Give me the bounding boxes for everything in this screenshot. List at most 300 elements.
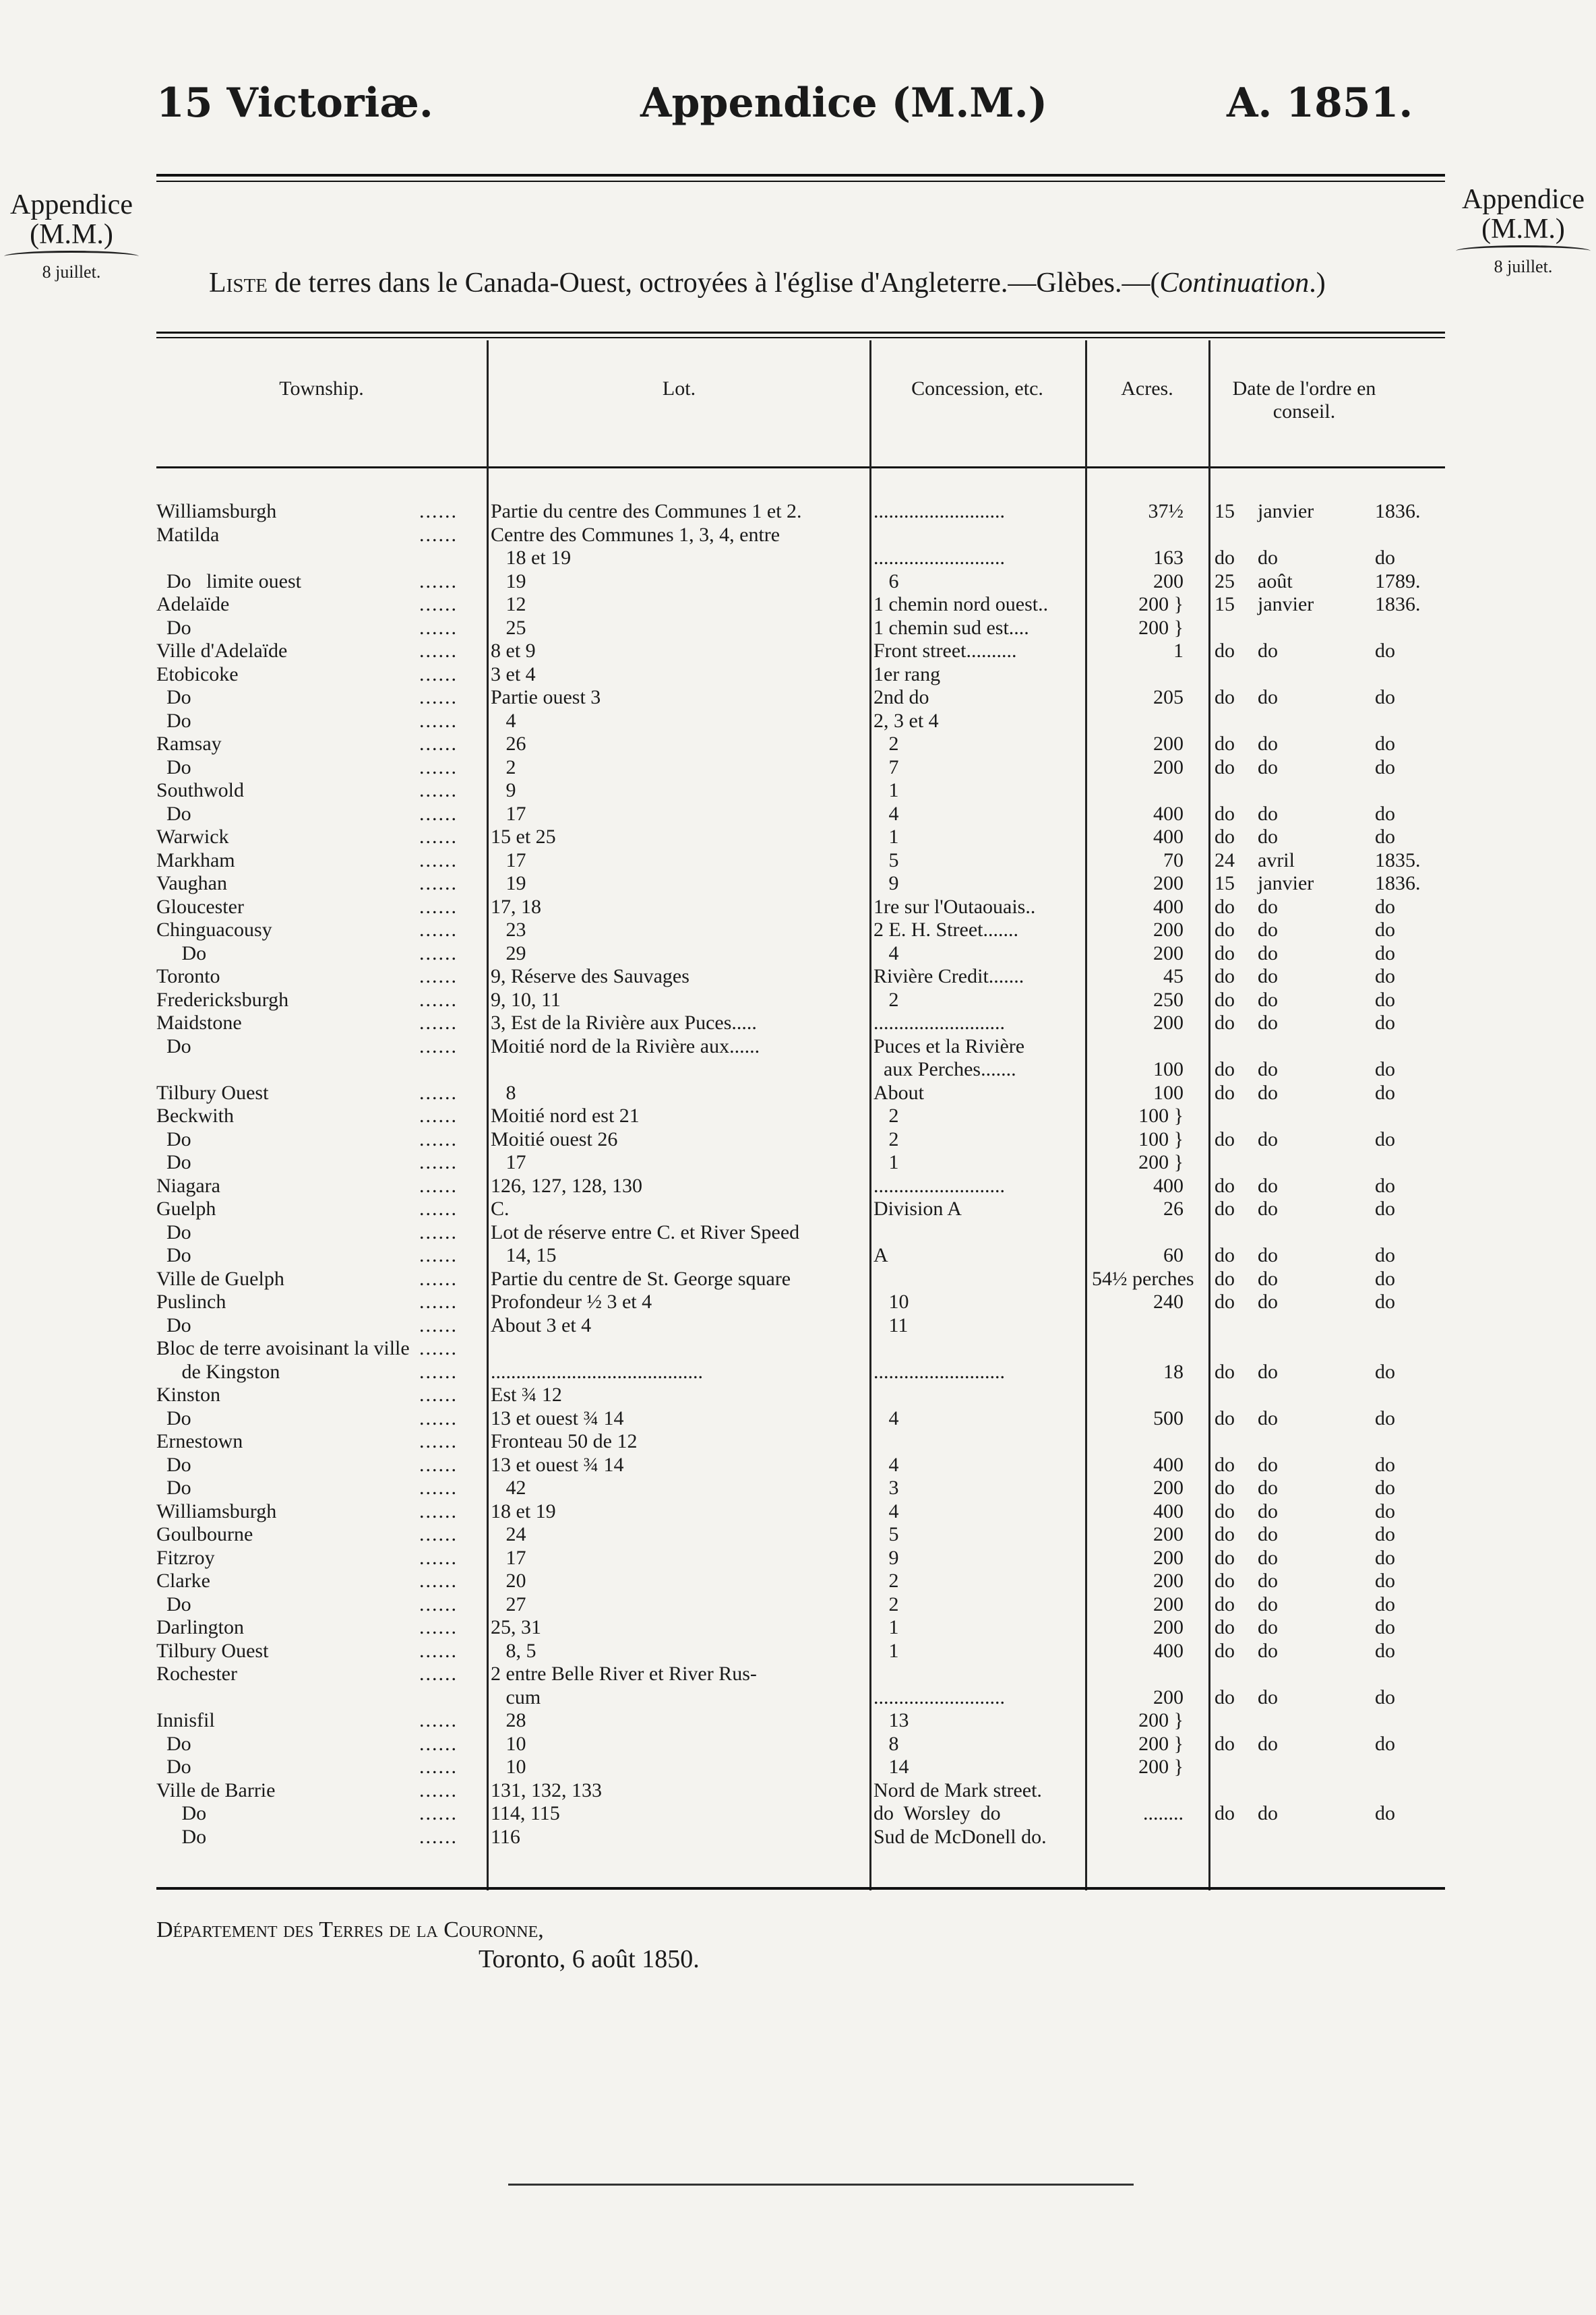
leader-dots: ...... <box>419 1407 458 1429</box>
margin-brace <box>4 251 139 262</box>
township-cell: Do <box>156 616 191 639</box>
date-year-cell: do <box>1375 1616 1395 1638</box>
leader-dots: ...... <box>419 662 458 685</box>
acres-cell: 200 <box>1153 872 1184 894</box>
township-cell: Chinguacousy <box>156 919 272 941</box>
table-row <box>0 1500 1596 1523</box>
date-month-cell: do <box>1258 1593 1278 1615</box>
leader-dots: ...... <box>419 826 458 848</box>
lot-cell: C. <box>491 1198 510 1220</box>
acres-cell: 200 } <box>1138 1756 1184 1778</box>
date-year-cell: do <box>1375 1244 1395 1266</box>
concession-cell: 10 <box>873 1291 909 1313</box>
concession-cell: .......................... <box>873 1360 1005 1383</box>
leader-dots: ...... <box>419 919 458 941</box>
date-month-cell: do <box>1258 1523 1278 1545</box>
township-cell: Gloucester <box>156 895 244 918</box>
leader-dots: ...... <box>419 686 458 708</box>
township-cell: Markham <box>156 848 235 871</box>
date-year-cell: 1835. <box>1375 848 1421 871</box>
table-row <box>0 1663 1596 1686</box>
leader-dots: ...... <box>419 1314 458 1336</box>
leader-dots: ...... <box>419 1477 458 1499</box>
date-year-cell: do <box>1375 1291 1395 1313</box>
lot-cell: Centre des Communes 1, 3, 4, entre <box>491 523 780 546</box>
leader-dots: ...... <box>419 593 458 615</box>
township-cell: Do <box>156 1314 191 1336</box>
date-day-cell: 25 <box>1215 569 1235 592</box>
margin-title: Appendice <box>10 189 133 220</box>
header-right: A. 1851. <box>1227 80 1413 127</box>
lot-cell: 3, Est de la Rivière aux Puces..... <box>491 1012 757 1034</box>
township-cell: Kinston <box>156 1384 221 1406</box>
acres-cell: 400 <box>1153 1174 1184 1197</box>
date-year-cell: do <box>1375 1593 1395 1615</box>
leader-dots: ...... <box>419 1430 458 1452</box>
acres-cell: 200 } <box>1138 1151 1184 1173</box>
township-cell: Do <box>156 1221 191 1243</box>
date-month-cell: do <box>1258 1267 1278 1290</box>
leader-dots: ...... <box>419 1663 458 1685</box>
date-month-cell: do <box>1258 988 1278 1011</box>
date-month-cell: do <box>1258 1407 1278 1429</box>
date-day-cell: do <box>1215 942 1235 964</box>
lot-cell: 12 <box>491 593 526 615</box>
table-rule-top <box>156 332 1445 334</box>
table-row <box>0 1105 1596 1128</box>
date-year-cell: do <box>1375 1058 1395 1080</box>
leader-dots: ...... <box>419 988 458 1011</box>
lot-cell: 28 <box>491 1709 526 1731</box>
concession-cell: 4 <box>873 1407 899 1429</box>
header-left: 15 Victoriæ. <box>156 80 433 127</box>
date-month-cell: do <box>1258 1546 1278 1569</box>
date-year-cell: do <box>1375 1802 1395 1824</box>
col-lot: Lot. <box>662 377 696 400</box>
township-cell: Adelaïde <box>156 593 230 615</box>
leader-dots: ...... <box>419 1198 458 1220</box>
lot-cell: 9, Réserve des Sauvages <box>491 965 689 987</box>
date-year-cell: do <box>1375 895 1395 918</box>
date-month-cell: do <box>1258 965 1278 987</box>
date-year-cell: do <box>1375 919 1395 941</box>
margin-subtitle: (M.M.) <box>1481 214 1565 245</box>
date-year-cell: do <box>1375 733 1395 755</box>
leader-dots: ...... <box>419 500 458 522</box>
acres-cell: 1 <box>1173 640 1184 662</box>
date-month-cell: do <box>1258 755 1278 778</box>
date-day-cell: do <box>1215 1500 1235 1522</box>
township-cell: Bloc de terre avoisinant la ville <box>156 1337 410 1359</box>
township-cell: Fitzroy <box>156 1546 215 1569</box>
table-row <box>0 733 1596 755</box>
date-day-cell: do <box>1215 640 1235 662</box>
acres-cell: 26 <box>1163 1198 1184 1220</box>
table-row <box>0 570 1596 593</box>
concession-cell: 11 <box>873 1314 909 1336</box>
lot-cell: Moitié nord de la Rivière aux...... <box>491 1035 760 1057</box>
date-day-cell: do <box>1215 1128 1235 1150</box>
table-rule-bottom <box>156 1887 1445 1890</box>
table-row <box>0 1640 1596 1663</box>
lot-cell: Lot de réserve entre C. et River Speed <box>491 1221 800 1243</box>
leader-dots: ...... <box>419 1291 458 1313</box>
township-cell: Do <box>156 1128 191 1150</box>
lot-cell: 116 <box>491 1825 520 1848</box>
concession-cell: 9 <box>873 872 899 894</box>
lot-cell: 25, 31 <box>491 1616 541 1638</box>
leader-dots: ...... <box>419 1035 458 1057</box>
date-day-cell: do <box>1215 1546 1235 1569</box>
concession-cell: .......................... <box>873 1686 1005 1708</box>
table-row <box>0 989 1596 1012</box>
date-day-cell: do <box>1215 1012 1235 1034</box>
leader-dots: ...... <box>419 1802 458 1824</box>
concession-cell: 9 <box>873 1546 899 1569</box>
lot-cell: 19 <box>491 569 526 592</box>
table-row <box>0 1244 1596 1267</box>
date-month-cell: do <box>1258 640 1278 662</box>
table-row <box>0 1454 1596 1477</box>
table-row <box>0 1314 1596 1337</box>
leader-dots: ...... <box>419 1732 458 1755</box>
acres-cell: 70 <box>1163 848 1184 871</box>
table-row <box>0 1407 1596 1430</box>
table-row <box>0 686 1596 709</box>
leader-dots: ...... <box>419 872 458 894</box>
table-row <box>0 1012 1596 1035</box>
date-month-cell: do <box>1258 1128 1278 1150</box>
township-cell: Beckwith <box>156 1105 234 1127</box>
lot-cell: 42 <box>491 1477 526 1499</box>
date-day-cell: do <box>1215 1570 1235 1592</box>
leader-dots: ...... <box>419 1151 458 1173</box>
lot-cell: 8 et 9 <box>491 640 536 662</box>
leader-dots: ...... <box>419 733 458 755</box>
lot-cell: 9, 10, 11 <box>491 988 561 1011</box>
date-day-cell: do <box>1215 547 1235 569</box>
table-row <box>0 1058 1596 1081</box>
date-day-cell: do <box>1215 895 1235 918</box>
township-cell: Do <box>156 755 191 778</box>
date-year-cell: 1836. <box>1375 872 1421 894</box>
date-day-cell: do <box>1215 965 1235 987</box>
date-year-cell: do <box>1375 1267 1395 1290</box>
lot-cell: 23 <box>491 919 526 941</box>
concession-cell: 4 <box>873 802 899 825</box>
acres-cell: 100 } <box>1138 1128 1184 1150</box>
date-year-cell: do <box>1375 1523 1395 1545</box>
concession-cell: 1 <box>873 1616 899 1638</box>
lot-cell: Profondeur ½ 3 et 4 <box>491 1291 652 1313</box>
leader-dots: ...... <box>419 1709 458 1731</box>
lot-cell: 114, 115 <box>491 1802 560 1824</box>
township-cell: Niagara <box>156 1174 220 1197</box>
leader-dots: ...... <box>419 965 458 987</box>
date-month-cell: do <box>1258 942 1278 964</box>
acres-cell: 200 <box>1153 1012 1184 1034</box>
acres-cell: 54½ perches <box>1092 1267 1194 1290</box>
table-row <box>0 1361 1596 1384</box>
footer-place-date: Toronto, 6 août 1850. <box>479 1945 700 1973</box>
date-day-cell: do <box>1215 1477 1235 1499</box>
col-township: Township. <box>279 377 364 400</box>
date-month-cell: do <box>1258 1058 1278 1080</box>
acres-cell: ........ <box>1143 1802 1184 1824</box>
title-main: de terres dans le Canada-Ouest, octroyées à l'église d'Angleterre.—Glèbes.—( <box>267 268 1160 299</box>
acres-cell: 200 } <box>1138 1709 1184 1731</box>
leader-dots: ...... <box>419 1825 458 1848</box>
concession-cell: 2 <box>873 988 899 1011</box>
date-month-cell: do <box>1258 733 1278 755</box>
date-year-cell: do <box>1375 1732 1395 1755</box>
township-cell: Vaughan <box>156 872 227 894</box>
concession-cell: 4 <box>873 1500 899 1522</box>
township-cell: Rochester <box>156 1663 237 1685</box>
leader-dots: ...... <box>419 709 458 732</box>
concession-cell: 2nd do <box>873 686 929 708</box>
table-row <box>0 1128 1596 1151</box>
margin-title: Appendice <box>1462 184 1585 215</box>
table-row <box>0 1593 1596 1616</box>
township-cell: Do <box>156 942 207 964</box>
date-day-cell: do <box>1215 755 1235 778</box>
date-year-cell: do <box>1375 686 1395 708</box>
date-month-cell: janvier <box>1258 872 1314 894</box>
date-year-cell: do <box>1375 1128 1395 1150</box>
concession-cell: 2, 3 et 4 <box>873 709 939 732</box>
date-year-cell: do <box>1375 826 1395 848</box>
acres-cell: 400 <box>1153 1639 1184 1662</box>
date-day-cell: do <box>1215 1686 1235 1708</box>
table-row <box>0 547 1596 569</box>
date-day-cell: do <box>1215 988 1235 1011</box>
township-cell: Etobicoke <box>156 662 239 685</box>
leader-dots: ...... <box>419 1453 458 1476</box>
date-day-cell: do <box>1215 1198 1235 1220</box>
concession-cell: 1er rang <box>873 662 941 685</box>
table-row <box>0 1082 1596 1105</box>
township-cell: Puslinch <box>156 1291 226 1313</box>
leader-dots: ...... <box>419 1500 458 1522</box>
date-year-cell: do <box>1375 988 1395 1011</box>
township-cell: Do <box>156 709 191 732</box>
acres-cell: 200 <box>1153 1616 1184 1638</box>
date-month-cell: do <box>1258 1500 1278 1522</box>
acres-cell: 500 <box>1153 1407 1184 1429</box>
date-year-cell: do <box>1375 1198 1395 1220</box>
table-row <box>0 1221 1596 1244</box>
leader-dots: ...... <box>419 1360 458 1383</box>
table-row <box>0 500 1596 523</box>
township-cell: Do <box>156 1244 191 1266</box>
acres-cell: 200 <box>1153 1570 1184 1592</box>
lot-cell: cum <box>491 1686 541 1708</box>
date-day-cell: 15 <box>1215 593 1235 615</box>
lot-cell: 2 entre Belle River et River Rus- <box>491 1663 757 1685</box>
concession-cell: A <box>873 1244 888 1266</box>
township-cell: Do <box>156 1477 191 1499</box>
date-year-cell: do <box>1375 1081 1395 1104</box>
township-cell: Ville de Barrie <box>156 1779 276 1801</box>
lot-cell: 10 <box>491 1756 526 1778</box>
table-row <box>0 1035 1596 1058</box>
lot-cell: 24 <box>491 1523 526 1545</box>
date-day-cell: do <box>1215 1058 1235 1080</box>
lot-cell: 8, 5 <box>491 1639 536 1662</box>
township-cell: Fredericksburgh <box>156 988 289 1011</box>
township-cell: Do <box>156 1407 191 1429</box>
lot-cell: 18 et 19 <box>491 1500 556 1522</box>
concession-cell: 2 <box>873 733 899 755</box>
acres-cell: 400 <box>1153 802 1184 825</box>
leader-dots: ...... <box>419 848 458 871</box>
leader-dots: ...... <box>419 1244 458 1266</box>
date-day-cell: do <box>1215 1523 1235 1545</box>
leader-dots: ...... <box>419 640 458 662</box>
acres-cell: 400 <box>1153 826 1184 848</box>
concession-cell: .......................... <box>873 547 1005 569</box>
lot-cell: 17, 18 <box>491 895 541 918</box>
concession-cell: 1re sur l'Outaouais.. <box>873 895 1036 918</box>
concession-cell: Division A <box>873 1198 962 1220</box>
date-day-cell: do <box>1215 1802 1235 1824</box>
date-day-cell: do <box>1215 1453 1235 1476</box>
date-month-cell: do <box>1258 1616 1278 1638</box>
col-concession: Concession, etc. <box>911 377 1043 400</box>
township-cell: Tilbury Ouest <box>156 1081 269 1104</box>
date-month-cell: do <box>1258 1081 1278 1104</box>
acres-cell: 400 <box>1153 1500 1184 1522</box>
date-day-cell: 15 <box>1215 500 1235 522</box>
date-month-cell: do <box>1258 1732 1278 1755</box>
concession-cell: 1 chemin nord ouest.. <box>873 593 1049 615</box>
concession-cell: 1 <box>873 1639 899 1662</box>
date-month-cell: do <box>1258 1244 1278 1266</box>
concession-cell: Rivière Credit....... <box>873 965 1024 987</box>
date-day-cell: do <box>1215 1407 1235 1429</box>
lot-cell: Fronteau 50 de 12 <box>491 1430 638 1452</box>
lot-cell: 8 <box>491 1081 516 1104</box>
concession-cell: aux Perches....... <box>873 1058 1016 1080</box>
township-cell: Goulbourne <box>156 1523 253 1545</box>
lot-cell: .......................................... <box>491 1360 703 1383</box>
township-cell: Do <box>156 686 191 708</box>
date-month-cell: do <box>1258 1686 1278 1708</box>
concession-cell: 6 <box>873 569 899 592</box>
date-month-cell: do <box>1258 1639 1278 1662</box>
date-day-cell: do <box>1215 733 1235 755</box>
table-row <box>0 1175 1596 1198</box>
date-day-cell: 15 <box>1215 872 1235 894</box>
col-date: Date de l'ordre en conseil. <box>1232 377 1376 423</box>
date-year-cell: do <box>1375 1174 1395 1197</box>
acres-cell: 200 <box>1153 1523 1184 1545</box>
table-row <box>0 617 1596 640</box>
table-row <box>0 779 1596 802</box>
acres-cell: 400 <box>1153 895 1184 918</box>
leader-dots: ...... <box>419 1593 458 1615</box>
table-row <box>0 965 1596 988</box>
date-year-cell: do <box>1375 1360 1395 1383</box>
date-year-cell: do <box>1375 1639 1395 1662</box>
table-row <box>0 756 1596 779</box>
table-row <box>0 1686 1596 1709</box>
concession-cell: 5 <box>873 848 899 871</box>
concession-cell: 7 <box>873 755 899 778</box>
margin-brace <box>1456 245 1591 257</box>
table-row <box>0 1733 1596 1756</box>
date-year-cell: do <box>1375 1453 1395 1476</box>
table-row <box>0 1802 1596 1825</box>
leader-dots: ...... <box>419 1523 458 1545</box>
date-year-cell: do <box>1375 755 1395 778</box>
acres-cell: 400 <box>1153 1453 1184 1476</box>
lot-cell: 14, 15 <box>491 1244 557 1266</box>
date-month-cell: do <box>1258 1570 1278 1592</box>
concession-cell: .......................... <box>873 1012 1005 1034</box>
lot-cell: Partie du centre de St. George square <box>491 1267 791 1290</box>
lot-cell: 17 <box>491 848 526 871</box>
table-row <box>0 1198 1596 1221</box>
table-row <box>0 1268 1596 1291</box>
township-cell: Do <box>156 1756 191 1778</box>
concession-cell: 8 <box>873 1732 899 1755</box>
acres-cell: 37½ <box>1148 500 1184 522</box>
acres-cell: 200 <box>1153 1546 1184 1569</box>
date-day-cell: 24 <box>1215 848 1235 871</box>
lot-cell: 19 <box>491 872 526 894</box>
acres-cell: 100 } <box>1138 1105 1184 1127</box>
date-month-cell: janvier <box>1258 500 1314 522</box>
date-year-cell: 1836. <box>1375 500 1421 522</box>
date-day-cell: do <box>1215 1244 1235 1266</box>
leader-dots: ...... <box>419 1267 458 1290</box>
date-day-cell: do <box>1215 1291 1235 1313</box>
lot-cell: 131, 132, 133 <box>491 1779 602 1801</box>
table-row <box>0 1291 1596 1314</box>
township-cell: Do limite ouest <box>156 569 301 592</box>
lot-cell: Moitié nord est 21 <box>491 1105 640 1127</box>
concession-cell: Sud de McDonell do. <box>873 1825 1047 1848</box>
table-row <box>0 1779 1596 1802</box>
township-cell: Ernestown <box>156 1430 243 1452</box>
leader-dots: ...... <box>419 942 458 964</box>
date-month-cell: août <box>1258 569 1293 592</box>
lot-cell: 126, 127, 128, 130 <box>491 1174 642 1197</box>
leader-dots: ...... <box>419 1756 458 1778</box>
concession-cell: 1 <box>873 826 899 848</box>
acres-cell: 200 <box>1153 569 1184 592</box>
margin-date: 8 juillet. <box>42 262 101 282</box>
acres-cell: 200 <box>1153 755 1184 778</box>
leader-dots: ...... <box>419 1105 458 1127</box>
concession-cell: 13 <box>873 1709 909 1731</box>
footer-department: Département des Terres de la Couronne, <box>156 1917 544 1942</box>
concession-cell: 4 <box>873 1453 899 1476</box>
township-cell: Do <box>156 1151 191 1173</box>
date-year-cell: do <box>1375 1012 1395 1034</box>
concession-cell: 3 <box>873 1477 899 1499</box>
date-month-cell: do <box>1258 1802 1278 1824</box>
acres-cell: 240 <box>1153 1291 1184 1313</box>
end-rule <box>508 2184 1134 2190</box>
table-row <box>0 1616 1596 1639</box>
township-cell: Southwold <box>156 779 245 801</box>
leader-dots: ...... <box>419 569 458 592</box>
leader-dots: ...... <box>419 616 458 639</box>
date-month-cell: avril <box>1258 848 1295 871</box>
